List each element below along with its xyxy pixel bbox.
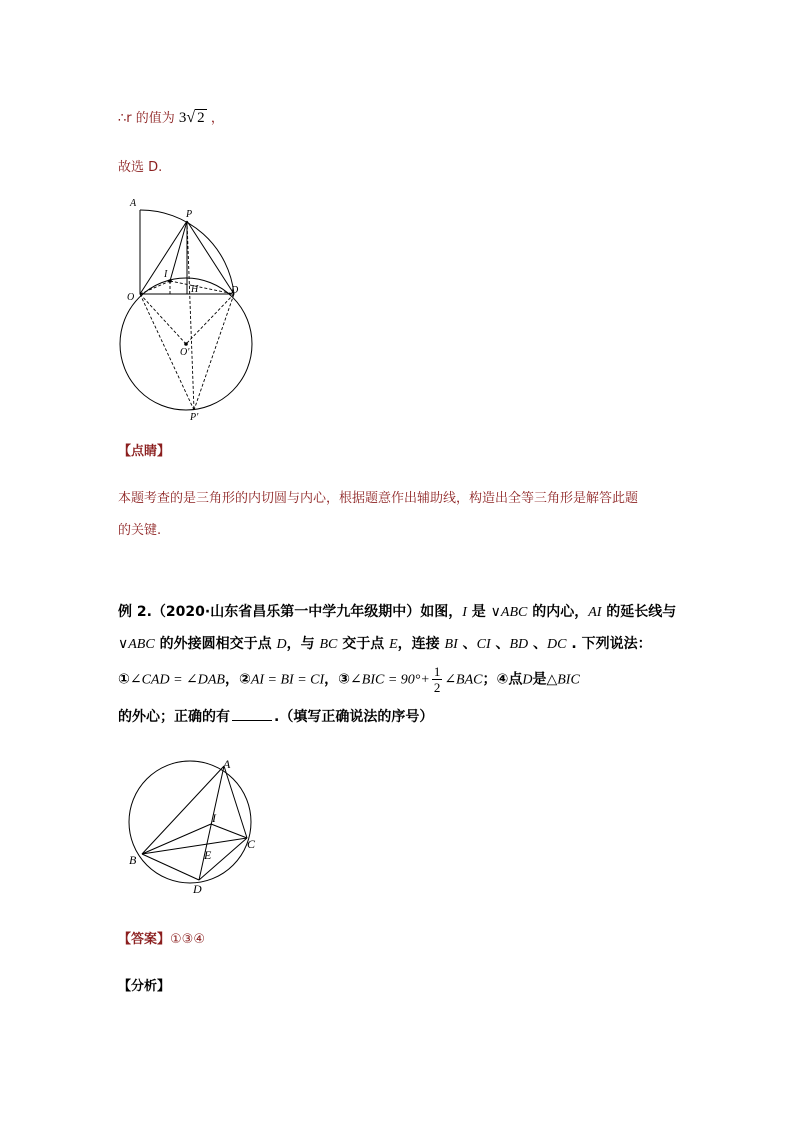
text-extension: 的延长线与: [601, 604, 677, 620]
math-BD: BD: [509, 637, 529, 652]
separator: 、: [490, 636, 510, 652]
label-I: I: [212, 811, 216, 825]
example-line-3: [118, 664, 580, 695]
text-intersect: 交于点: [337, 636, 390, 652]
fraction-numerator: 1: [433, 664, 441, 679]
label-D: D: [231, 285, 239, 296]
fraction-denominator: 2: [433, 680, 441, 695]
separator: 、: [457, 636, 477, 652]
text-incenter: 的内心，: [527, 604, 589, 620]
radical-expression: [179, 108, 207, 129]
analysis-heading: 【分析】: [118, 979, 171, 994]
example-intro: 例 2.（2020·山东省昌乐第一中学九年级期中）如图，: [118, 604, 463, 620]
math-E: E: [389, 637, 398, 652]
statement-3-marker: ，③: [324, 671, 351, 688]
radicand: 2: [197, 110, 205, 126]
point-O2: [184, 342, 188, 346]
segment-ID: [170, 281, 234, 294]
statement-4-marker: ；④点: [482, 671, 523, 688]
choice-line: 故选 D.: [118, 160, 163, 175]
statement-2-marker: ，②: [224, 671, 251, 688]
segment-BI: [142, 824, 211, 854]
label-H: H: [191, 284, 199, 295]
segment-AC: [224, 766, 247, 838]
comment-line-1: 本题考查的是三角形的内切圆与内心，根据题意作出辅助线，构造出全等三角形是解答此题: [118, 491, 639, 506]
label-P2: P': [190, 412, 199, 423]
answer-line: [118, 930, 205, 950]
point-I: [168, 279, 172, 283]
math-triangle-ABC-2: ∨ABC: [118, 637, 155, 652]
statement-3-math-b: ∠BAC: [444, 672, 483, 688]
answer-heading: 【答案】: [118, 932, 171, 947]
comment-heading: 【点睛】: [118, 444, 171, 459]
label-B: B: [129, 853, 137, 867]
segment-PP2: [187, 221, 194, 410]
conclusion-line: [118, 108, 224, 129]
answer-value: ①③④: [170, 932, 205, 947]
circumcircle: [129, 761, 251, 883]
label-C: C: [247, 837, 256, 851]
math-AI: AI: [588, 605, 602, 620]
text-statements: . 下列说法：: [566, 636, 652, 652]
math-D: D: [276, 637, 287, 652]
text-correct-ones: 的外心；正确的有: [118, 709, 230, 725]
statement-1-marker: ①: [118, 671, 130, 688]
segment-CI: [211, 824, 247, 838]
segment-DO2: [186, 294, 234, 344]
statement-2-math: AI = BI = CI: [250, 672, 325, 688]
text-with: ，与: [286, 636, 320, 652]
example-line-2: [118, 633, 652, 653]
math-BI: BI: [444, 637, 458, 652]
label-A: A: [130, 198, 137, 209]
math-BIC: BIC: [557, 672, 580, 688]
segment-DP2: [194, 294, 234, 410]
text-is-triangle: 是△: [532, 671, 558, 688]
label-E: E: [204, 848, 212, 862]
segment-OO2: [140, 294, 186, 344]
conclusion-prefix: ∴r 的值为: [118, 111, 175, 126]
example-line-1: [118, 601, 676, 621]
segment-BD: [142, 854, 199, 880]
math-BC: BC: [319, 637, 338, 652]
radical-sign-icon: √: [186, 109, 196, 126]
figure-1: [110, 192, 270, 424]
math-triangle-ABC: ∨ABC: [490, 605, 528, 620]
label-A: A: [223, 757, 231, 771]
text-is: 是: [466, 604, 491, 620]
text-fill-instruction: .（填写正确说法的序号）: [274, 709, 434, 725]
fraction-half: [432, 664, 443, 695]
math-DC: DC: [547, 637, 567, 652]
answer-blank[interactable]: [232, 706, 272, 721]
label-D: D: [193, 882, 202, 896]
conclusion-suffix: ，: [210, 111, 224, 126]
text-circumcircle: 的外接圆相交于点: [154, 636, 277, 652]
segment-IP: [170, 221, 187, 281]
statement-1-math: ∠CAD = ∠DAB: [129, 672, 225, 688]
segment-AB: [142, 766, 224, 854]
label-O2: O': [180, 347, 190, 358]
statement-3-math-a: ∠BIC = 90°+: [350, 672, 430, 688]
figure-2: [120, 756, 270, 898]
label-O: O: [127, 292, 135, 303]
math-I: I: [462, 605, 467, 620]
radical-coefficient: 3: [178, 110, 187, 126]
math-CI: CI: [476, 637, 491, 652]
label-I: I: [164, 269, 168, 280]
label-P: P: [186, 209, 193, 220]
text-connect: ，连接: [397, 636, 445, 652]
separator: 、: [528, 636, 548, 652]
math-D-2: D: [522, 672, 533, 688]
comment-line-2: 的关键.: [118, 523, 162, 538]
example-line-4: [118, 706, 433, 726]
